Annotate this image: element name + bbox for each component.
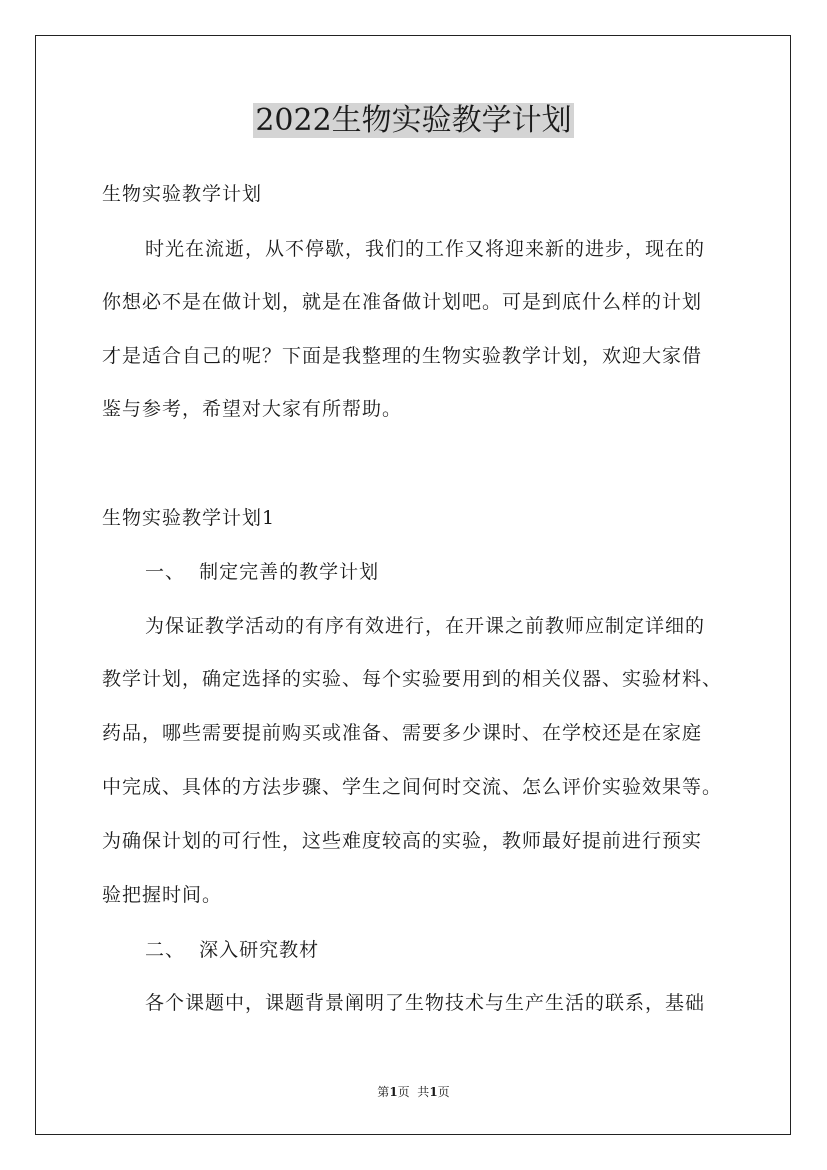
footer-page-number: 1: [389, 1085, 398, 1099]
paragraph-line: 中完成、具体的方法步骤、学生之间何时交流、怎么评价实验效果等。: [102, 776, 723, 798]
footer-prefix: 第: [377, 1085, 390, 1099]
document-title-text: 2022生物实验教学计划: [255, 103, 572, 138]
footer-total-pages: 1: [429, 1085, 438, 1099]
intro-line: 时光在流逝，从不停歇，我们的工作又将迎来新的进步，现在的: [145, 238, 706, 260]
section-heading: 生物实验教学计划1: [102, 507, 276, 529]
paragraph-line: 教学计划，确定选择的实验、每个实验要用到的相关仪器、实验材料、: [102, 668, 723, 690]
item-heading: 二、 深入研究教材: [145, 939, 320, 961]
page-footer: [0, 1084, 827, 1100]
item-heading: 一、 制定完善的教学计划: [145, 561, 380, 583]
document-title: [0, 100, 827, 142]
subtitle: 生物实验教学计划: [102, 183, 263, 205]
intro-line: 你想必不是在做计划，就是在准备做计划吧。可是到底什么样的计划: [102, 291, 703, 313]
intro-line: 鉴与参考，希望对大家有所帮助。: [102, 398, 403, 420]
paragraph-line: 为确保计划的可行性，这些难度较高的实验，教师最好提前进行预实: [102, 830, 703, 852]
intro-line: 才是适合自己的呢？下面是我整理的生物实验教学计划，欢迎大家借: [102, 345, 703, 367]
paragraph-line: 各个课题中，课题背景阐明了生物技术与生产生活的联系，基础: [145, 992, 706, 1014]
paragraph-line: 验把握时间。: [102, 884, 223, 906]
footer-suffix: 页: [437, 1085, 450, 1099]
paragraph-line: 药品，哪些需要提前购买或准备、需要多少课时、在学校还是在家庭: [102, 722, 703, 744]
paragraph-line: 为保证教学活动的有序有效进行，在开课之前教师应制定详细的: [145, 615, 706, 637]
footer-mid: 页 共: [397, 1085, 430, 1099]
